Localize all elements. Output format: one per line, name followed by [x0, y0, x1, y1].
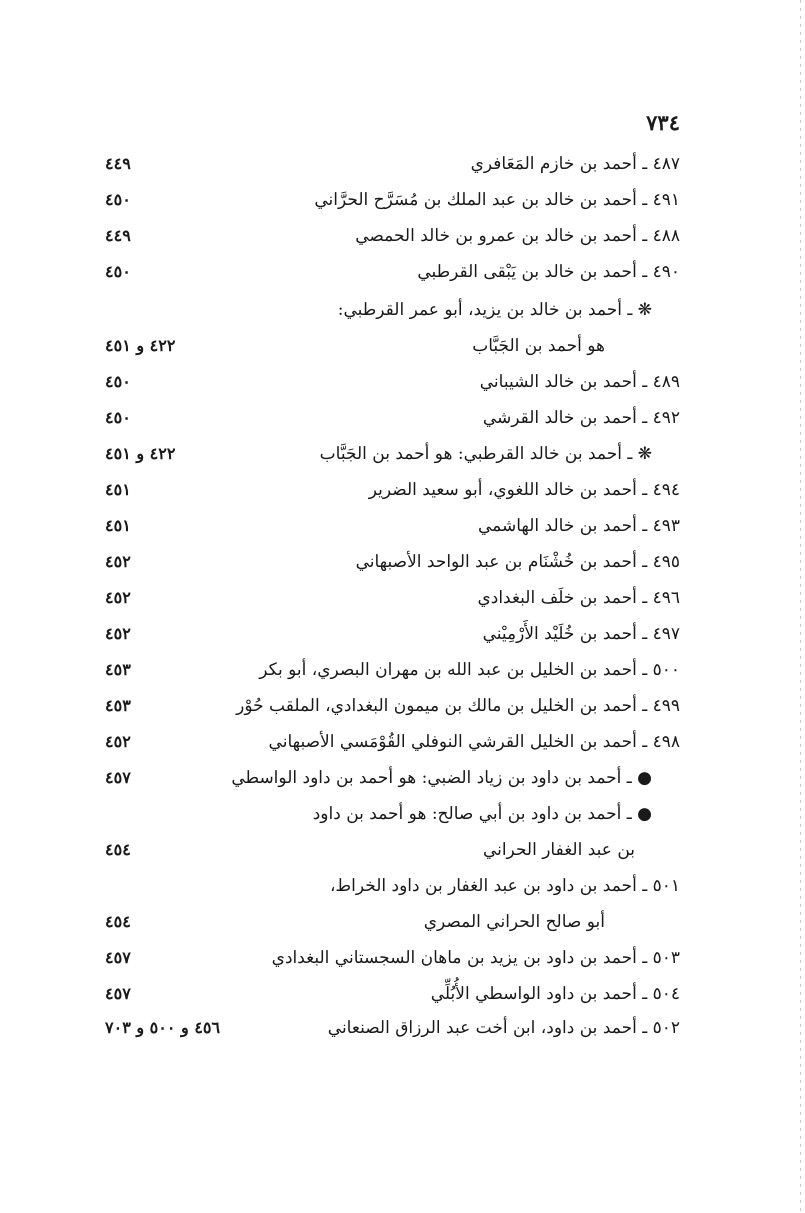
index-entry [60, 510, 680, 542]
entry-text: ٤٩٠ ـ أحمد بن خالد بن يَبْقى القرطبي [417, 262, 680, 282]
entry-page-refs: ٤٥٢ [105, 624, 131, 643]
entry-page-refs: ٤٤٩ [105, 226, 131, 245]
entry-text: ٤٩٤ ـ أحمد بن خالد اللغوي، أبو سعيد الضرير [368, 480, 680, 500]
entry-text: ٤٩٩ ـ أحمد بن الخليل بن مالك بن ميمون البغدادي، الملقب حُوْر [236, 696, 680, 716]
index-entry [60, 942, 680, 974]
index-entry [60, 690, 680, 722]
entry-text: ٥٠٠ ـ أحمد بن الخليل بن عبد الله بن مهران البصري، أبو بكر [259, 660, 680, 680]
index-entry [60, 618, 680, 650]
entry-page-refs: ٤٥١ [105, 480, 131, 499]
entry-page-refs: ٤٥٣ [105, 660, 131, 679]
entry-text: ٤٩٥ ـ أحمد بن خُشْنَام بن عبد الواحد الأصبهاني [355, 552, 680, 572]
entry-page-refs: ٤٥٧ [105, 948, 131, 967]
index-entry [60, 582, 680, 614]
index-entry [60, 256, 680, 288]
index-entry [60, 402, 680, 434]
index-entry [60, 220, 680, 252]
entry-page-refs: ٤٥٠ [105, 408, 131, 427]
entry-text: ٤٩٧ ـ أحمد بن خُلَيْد الأَرْمِيْني [482, 624, 680, 644]
entry-text: أبو صالح الحراني المصري [423, 912, 605, 932]
entry-page-refs: ٤٢٢ و ٤٥١ [105, 336, 176, 355]
entry-text: ٤٩٦ ـ أحمد بن خلَف البغدادي [477, 588, 680, 608]
entry-text: بن عبد الغفار الحراني [482, 840, 635, 860]
index-entry [60, 978, 680, 1010]
entry-text: ٥٠١ ـ أحمد بن داود بن عبد الغفار بن داود الخراط، [329, 876, 680, 896]
index-entry [60, 148, 680, 180]
entry-text: ٤٨٩ ـ أحمد بن خالد الشيباني [479, 372, 680, 392]
index-entry [60, 438, 680, 470]
index-entry-continuation [60, 834, 680, 866]
entry-text: ٤٩٢ ـ أحمد بن خالد القرشي [482, 408, 680, 428]
entry-text: ٥٠٣ ـ أحمد بن داود بن يزيد بن ماهان السجستاني البغدادي [271, 948, 680, 968]
entry-text: ٤٩١ ـ أحمد بن خالد بن عبد الملك بن مُسَرَّح الحرَّاني [314, 190, 680, 210]
entry-text: ❋ ـ أحمد بن خالد بن يزيد، أبو عمر القرطبي: [337, 300, 652, 320]
index-entry [60, 546, 680, 578]
page-edge-line [800, 0, 801, 1213]
entry-page-refs: ٤٥٤ [105, 840, 131, 859]
entry-page-refs: ٤٤٩ [105, 154, 131, 173]
entry-page-refs: ٤٥٧ [105, 984, 131, 1003]
index-entry-continuation [60, 906, 680, 938]
index-entry [60, 474, 680, 506]
entry-page-refs: ٤٥٣ [105, 696, 131, 715]
entry-page-refs: ٤٥٢ [105, 552, 131, 571]
entry-text: ● ـ أحمد بن داود بن أبي صالح: هو أحمد بن داود [312, 804, 652, 824]
entry-text: ٤٩٨ ـ أحمد بن الخليل القرشي النوفلي القُوْمَسي الأصبهاني [268, 732, 680, 752]
index-entry-continuation [60, 330, 680, 362]
entry-text: هو أحمد بن الجَبَّاب [472, 336, 605, 356]
entry-page-refs: ٤٥١ [105, 516, 131, 535]
index-entry [60, 762, 680, 794]
entry-text: ❋ ـ أحمد بن خالد القرطبي: هو أحمد بن الجَبَّاب [319, 444, 652, 464]
index-entry [60, 798, 680, 830]
entry-text: ٥٠٢ ـ أحمد بن داود، ابن أخت عبد الرزاق الصنعاني [327, 1018, 680, 1038]
index-entry [60, 366, 680, 398]
index-entry [60, 726, 680, 758]
entry-text: ٤٨٧ ـ أحمد بن خازم المَعَافري [470, 154, 680, 174]
entry-page-refs: ٤٥٠ [105, 262, 131, 281]
index-entry [60, 184, 680, 216]
entry-page-refs: ٤٥٤ [105, 912, 131, 931]
index-entry [60, 294, 680, 326]
entry-page-refs: ٤٥٢ [105, 732, 131, 751]
index-entry [60, 870, 680, 902]
entry-page-refs: ٤٢٢ و ٤٥١ [105, 444, 176, 463]
page-number: ٧٣٤ [646, 110, 680, 135]
entry-text: ٤٨٨ ـ أحمد بن خالد بن عمرو بن خالد الحمصي [355, 226, 680, 246]
entry-page-refs: ٤٥٢ [105, 588, 131, 607]
entry-page-refs: ٤٥٧ [105, 768, 131, 787]
entry-page-refs: ٤٥٠ [105, 372, 131, 391]
entry-page-refs: ٤٥٠ [105, 190, 131, 209]
index-entry [60, 654, 680, 686]
entry-text: ٥٠٤ ـ أحمد بن داود الواسطي الأُبُلِّي [430, 984, 680, 1004]
entry-page-refs: ٤٥٦ و ٥٠٠ و ٧٠٣ [105, 1018, 221, 1037]
entry-text: ● ـ أحمد بن داود بن زياد الضبي: هو أحمد بن داود الواسطي [231, 768, 652, 788]
entry-text: ٤٩٣ ـ أحمد بن خالد الهاشمي [477, 516, 680, 536]
index-entry [60, 1012, 680, 1044]
